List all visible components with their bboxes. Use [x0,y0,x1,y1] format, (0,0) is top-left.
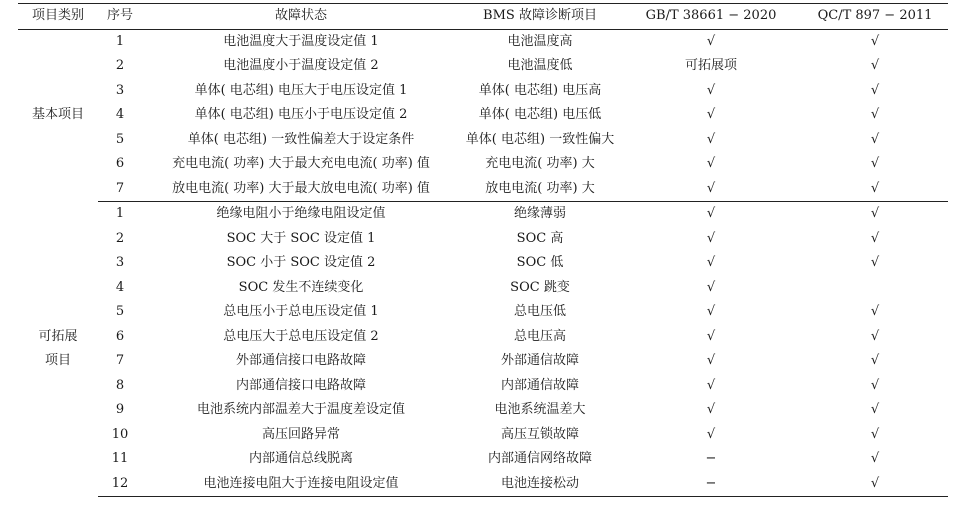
table-row [18,177,948,202]
row-number-cell: 2 [115,58,125,73]
gb-standard-cell: √ [706,107,716,122]
gb-standard-cell: √ [620,177,802,202]
bms-item-cell: 总电压低 [513,304,566,319]
bms-item-cell: 电池温度低 [507,58,573,73]
row-number-cell: 4 [115,279,125,295]
fault-state-cell: 电池温度小于温度设定值 2 [223,58,379,73]
gb-standard-cell: 可拓展项 [684,58,737,73]
gb-standard-cell: √ [706,82,716,98]
fault-state-cell: 单体( 电芯组) 电压大于电压设定值 1 [194,82,408,98]
gb-standard-cell: √ [706,230,716,246]
fault-state-cell: SOC 小于 SOC 设定值 2 [226,255,376,270]
bms-item-cell: 电池连接松动 [460,472,620,497]
header-row [18,4,948,30]
qc-standard-cell: √ [870,131,880,147]
category-cell [18,202,98,497]
gb-standard-cell: √ [706,156,716,171]
table-row [18,398,948,423]
fault-state-cell: 高压回路异常 [261,426,340,442]
qc-standard-cell: √ [870,255,880,270]
fault-state-cell: 总电压大于总电压设定值 2 [223,328,379,344]
row-number-cell: 6 [115,156,125,171]
category-label: 基本项目 [31,107,84,123]
table-row [18,300,948,325]
qc-standard-cell: √ [870,156,880,171]
qc-standard-cell: √ [870,58,880,73]
qc-standard-cell: √ [802,472,948,497]
qc-standard-cell: √ [870,328,880,344]
fault-state-cell: 内部通信总线脱离 [248,451,353,466]
table-row [18,447,948,472]
fault-state-cell: 电池系统内部温差大于温度差设定值 [196,402,405,417]
table-row [18,276,948,301]
fault-state-cell: 单体( 电芯组) 电压小于电压设定值 2 [194,107,408,122]
fault-state-cell: 内部通信接口电路故障 [235,377,366,393]
table-row [18,374,948,399]
table-row [18,349,948,374]
gb-standard-cell: √ [706,131,716,147]
bms-item-cell: 充电电流( 功率) 大 [485,156,595,171]
bms-item-cell: 单体( 电芯组) 一致性偏大 [465,131,615,147]
category-label: 可拓展 [38,328,78,344]
bms-item-cell: 内部通信故障 [500,377,579,393]
bms-item-cell: 绝缘薄弱 [513,206,566,221]
row-number-cell: 11 [111,451,129,466]
fault-state-cell: SOC 大于 SOC 设定值 1 [226,230,376,246]
qc-standard-cell: √ [870,206,880,221]
row-number-cell: 4 [115,107,125,122]
row-number-cell: 7 [98,177,142,202]
bms-item-cell: SOC 低 [516,255,564,270]
qc-standard-cell: √ [870,402,880,417]
row-number-cell: 3 [115,255,125,270]
header-category: 项目类别 [31,8,84,23]
row-number-cell: 5 [115,131,125,147]
group-extended-items [18,202,948,497]
qc-standard-cell: √ [870,377,880,393]
gb-standard-cell: √ [706,206,716,221]
row-number-cell: 2 [115,230,125,246]
bms-item-cell: SOC 跳变 [510,279,570,295]
row-number-cell: 1 [115,33,125,49]
gb-standard-cell: √ [706,377,716,393]
bms-item-cell: 高压互锁故障 [500,426,579,442]
table-header [18,4,948,30]
row-number-cell: 10 [111,426,129,442]
qc-standard-cell: √ [870,304,880,319]
header-gb-standard: GB/T 38661 − 2020 [645,8,777,23]
fault-state-cell: 放电电流( 功率) 大于最大放电电流( 功率) 值 [142,177,460,202]
header-fault-state: 故障状态 [274,8,327,23]
qc-standard-cell: √ [870,230,880,246]
row-number-cell: 7 [115,353,125,368]
gb-standard-cell: − [620,472,802,497]
row-number-cell: 9 [115,402,125,417]
header-number: 序号 [106,8,133,23]
table-row [18,227,948,252]
gb-standard-cell: √ [706,33,716,49]
table-row [18,79,948,104]
fault-state-cell: 电池温度大于温度设定值 1 [223,33,379,49]
bms-item-cell: 放电电流( 功率) 大 [460,177,620,202]
group-basic-items [18,29,948,202]
bms-item-cell: 电池温度高 [507,33,573,49]
bms-item-cell: 外部通信故障 [500,353,579,368]
gb-standard-cell: √ [706,255,716,270]
table-row [18,152,948,177]
fault-state-cell: 电池连接电阻大于连接电阻设定值 [142,472,460,497]
qc-standard-cell: √ [870,82,880,98]
row-number-cell: 5 [115,304,125,319]
table-row [18,472,948,497]
bms-item-cell: 单体( 电芯组) 电压高 [478,82,602,98]
fault-state-cell: 充电电流( 功率) 大于最大充电电流( 功率) 值 [172,156,430,171]
table-row [18,128,948,153]
table-row [18,54,948,79]
table-row [18,251,948,276]
qc-standard-cell: √ [870,353,880,368]
fault-state-cell: 单体( 电芯组) 一致性偏差大于设定条件 [187,131,415,147]
gb-standard-cell: − [705,451,717,466]
qc-standard-cell: √ [870,107,880,122]
bms-item-cell: 单体( 电芯组) 电压低 [478,107,602,122]
table-row [18,29,948,54]
row-number-cell: 6 [115,328,125,344]
bms-item-cell: 电池系统温差大 [494,402,586,417]
table-row [18,103,948,128]
row-number-cell: 8 [115,377,125,393]
fault-state-cell: SOC 发生不连续变化 [238,279,364,295]
qc-standard-cell: √ [870,33,880,49]
qc-standard-cell: √ [870,451,880,466]
category-cell [18,29,98,202]
table-row [18,325,948,350]
header-bms-item: BMS 故障诊断项目 [483,8,597,23]
qc-standard-cell [802,276,948,301]
row-number-cell: 1 [115,206,125,221]
category-label: 项目 [44,353,71,368]
fault-state-cell: 绝缘电阻小于绝缘电阻设定值 [216,206,386,221]
bms-item-cell: SOC 高 [516,230,564,246]
row-number-cell: 12 [98,472,142,497]
bms-item-cell: 总电压高 [513,328,566,344]
gb-standard-cell: √ [706,402,716,417]
gb-standard-cell: √ [706,426,716,442]
row-number-cell: 3 [115,82,125,98]
gb-standard-cell: √ [706,328,716,344]
fault-diagnosis-table [18,3,948,497]
gb-standard-cell: √ [706,279,716,295]
table-row [18,202,948,227]
bms-item-cell: 内部通信网络故障 [487,451,592,466]
qc-standard-cell: √ [802,177,948,202]
qc-standard-cell: √ [870,426,880,442]
fault-state-cell: 总电压小于总电压设定值 1 [223,304,379,319]
fault-state-cell: 外部通信接口电路故障 [235,353,366,368]
gb-standard-cell: √ [706,304,716,319]
header-qc-standard: QC/T 897 − 2011 [817,8,933,23]
table-row [18,423,948,448]
gb-standard-cell: √ [706,353,716,368]
